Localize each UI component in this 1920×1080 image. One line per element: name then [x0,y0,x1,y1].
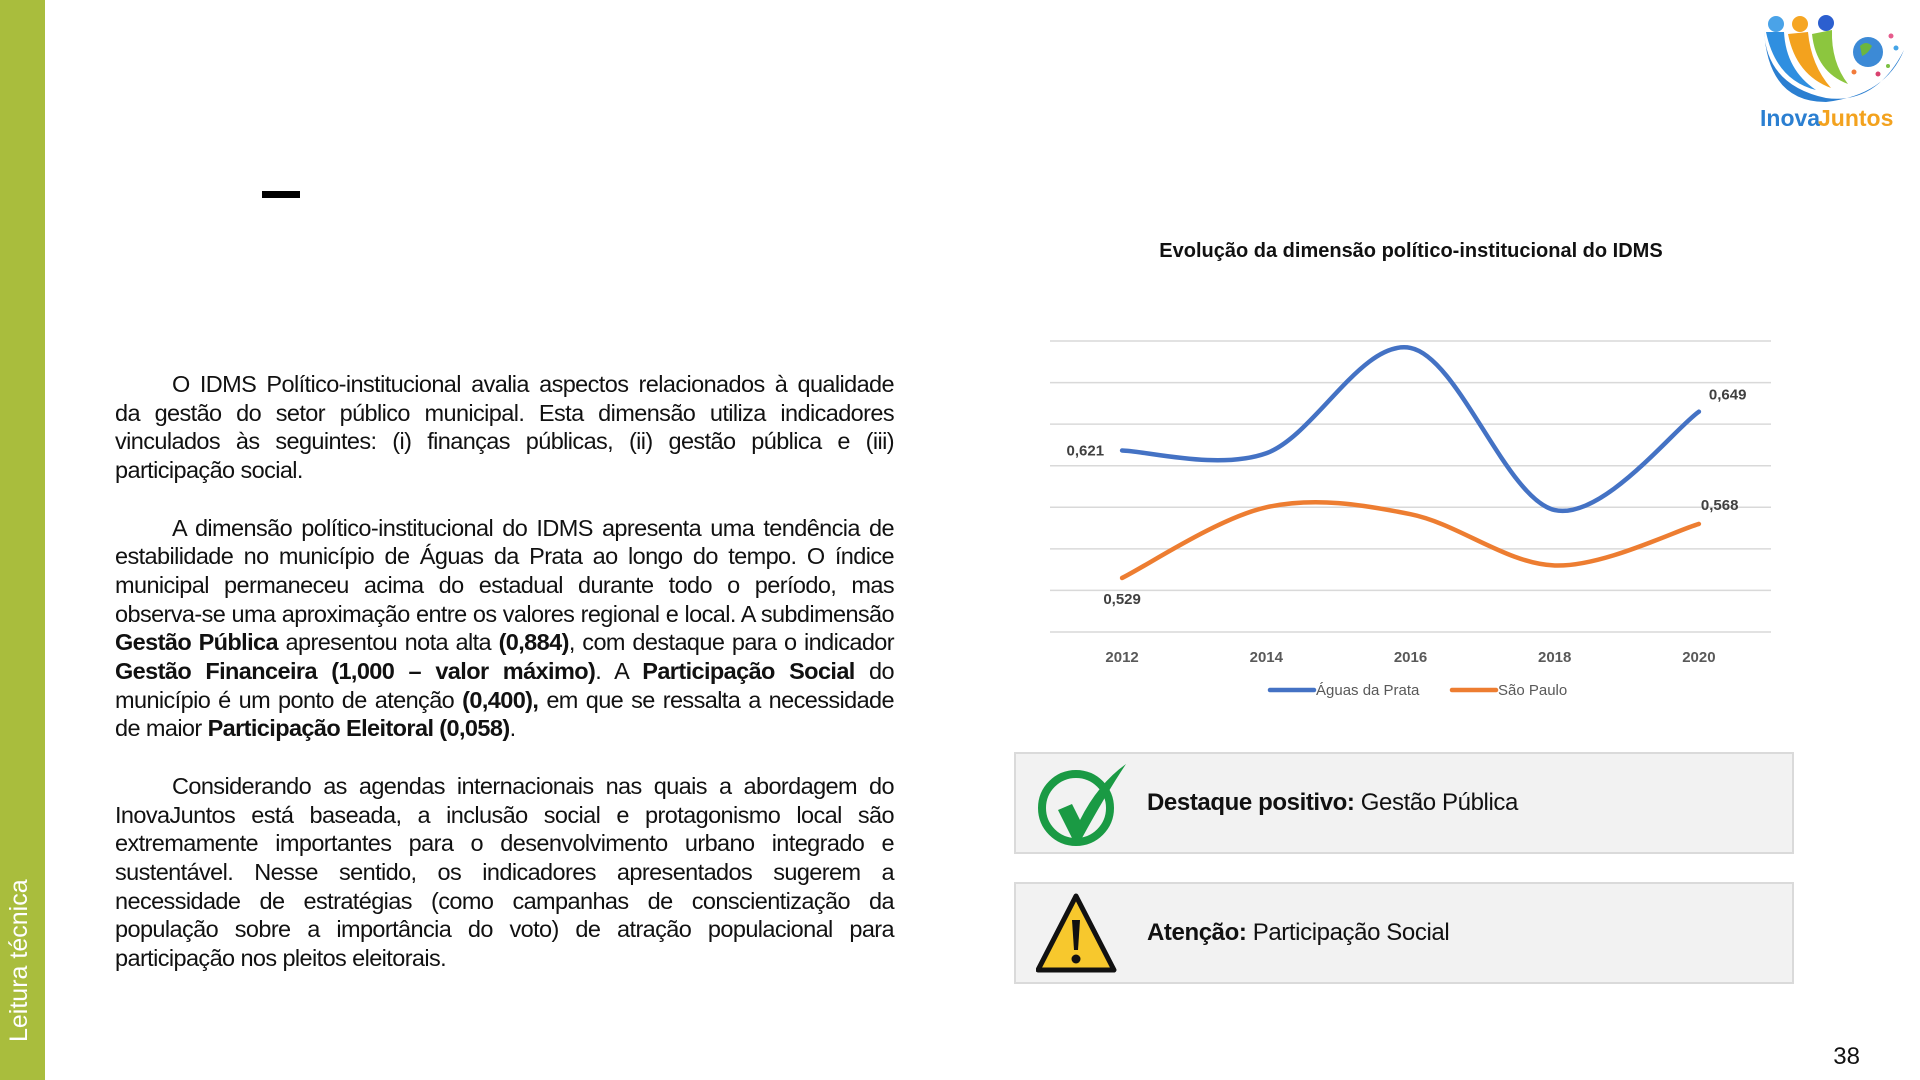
bold-run: Participação Social [642,658,855,685]
bold-run: Gestão Pública [115,629,278,656]
chart-title: Evolução da dimensão político-institucional do IDMS [1159,240,1663,262]
x-tick-label: 2018 [1538,649,1572,666]
attention-label: Atenção: [1147,919,1247,946]
bold-run: (0,400), [462,686,539,713]
sidebar-band [0,0,45,1080]
bold-run: Gestão Financeira (1,000 – valor máximo) [115,658,596,685]
text-run: . A [595,658,643,685]
paragraph-intro: O IDMS Político-institucional avalia aspectos relacionados à qualidade da gestão do setor público municipal. Esta dimensão utiliza indicadores vinculados às seguintes: (i) finanças públicas, (ii) gestão pública e (iii) participação social. [115,371,894,484]
data-label: 0,568 [1700,496,1739,514]
logo-text-juntos: Juntos [1818,105,1894,131]
x-tick-label: 2014 [1249,649,1283,666]
text-run: em que se ressalta a necessidade de maior [115,686,894,742]
data-label: 0,649 [1708,386,1747,404]
page-number: 38 [1833,1043,1860,1070]
x-tick-label: 2012 [1105,649,1139,666]
positive-label: Destaque positivo: [1147,789,1355,816]
text-run: . [509,715,516,742]
legend-label: São Paulo [1498,682,1568,699]
x-tick-label: 2020 [1682,649,1716,666]
paragraph-conclusion: Considerando as agendas internacionais nas quais a abordagem do InovaJuntos está baseada, a inclusão social e protagonismo local são extremamente importantes para o desenvolvimento urbano integrado e sustentável. Nesse sentido, os indicadores apresentados sugerem a necessidade de estratégias (como campanhas de conscientização da população sobre a importância do voto) de atração populacional para participação nos pleitos eleitorais. [115,772,894,972]
positive-highlight-text [1147,754,1518,852]
section-label-text: Leitura técnica [5,879,33,1042]
bold-run: Participação Eleitoral (0,058) [207,715,510,742]
logo-graphic-icon [1756,10,1908,135]
body-text [115,370,894,1001]
text-run: A dimensão político-institucional do IDMS apresenta uma tendência de estabilidade no município de Águas da Prata ao longo do tempo. O índice municipal permaneceu acima do estadual durante todo o período, mas observa-se uma aproximação entre os valores regional e local. A subdimensão [115,514,894,627]
bold-run: (0,884) [498,629,569,656]
series-line-sao-paulo [1122,502,1699,578]
attention-box [1014,882,1794,984]
data-label: 0,621 [1066,442,1105,460]
text-run: , com destaque para o indicador [568,629,894,656]
inovajuntos-logo [1756,10,1908,135]
series-line-aguas-da-prata [1122,347,1699,511]
warning-triangle-icon [1036,890,1128,980]
x-tick-label: 2016 [1393,649,1428,666]
logo-text-inova: Inova [1760,105,1821,131]
check-circle-icon [1036,760,1128,850]
text-run: do município é um ponto de atenção [115,658,894,713]
title-dash [262,191,300,198]
legend-label: Águas da Prata [1316,682,1420,699]
positive-value: Gestão Pública [1354,789,1518,816]
attention-text [1147,884,1449,982]
line-chart [1040,320,1800,720]
paragraph-analysis [115,514,894,744]
attention-value: Participação Social [1246,919,1450,946]
text-run: apresentou nota alta [278,629,499,656]
data-label: 0,529 [1103,590,1141,608]
positive-highlight-box [1014,752,1794,854]
